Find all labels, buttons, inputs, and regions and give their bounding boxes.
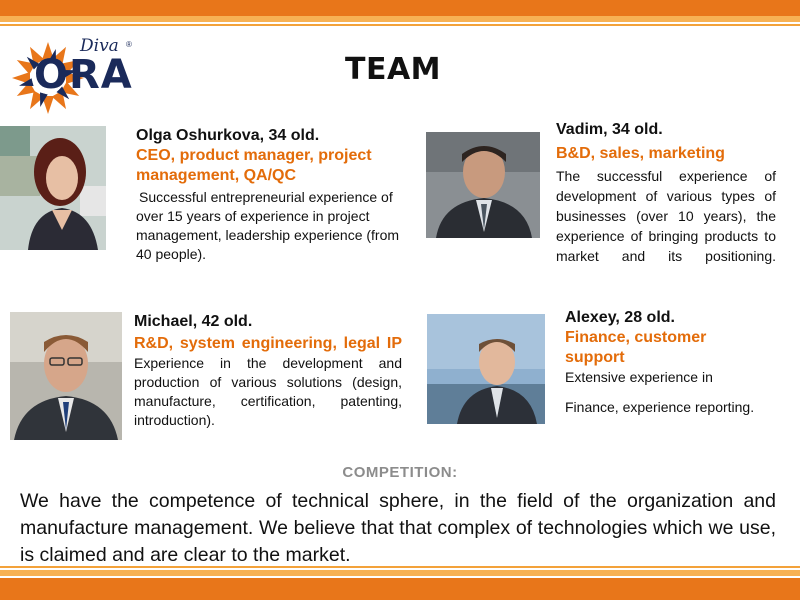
- member-name: Alexey, 28 old.: [565, 309, 675, 326]
- page-title: TEAM: [344, 52, 442, 87]
- member-name: Michael, 42 old.: [134, 313, 253, 330]
- member-photo-michael: [10, 312, 122, 440]
- bottom-thin-stripe: [0, 566, 800, 568]
- member-photo-alexey: [427, 314, 545, 424]
- member-role: Finance, customer support: [565, 329, 707, 366]
- member-card-vadim: [556, 120, 776, 266]
- top-thin-stripe: [0, 24, 800, 26]
- competition-text: We have the competence of technical sphere, in the field of the organization and manufacture management. We believe that that complex of technologies which we use, is claimed and are clear to the market.: [20, 490, 776, 566]
- top-light-stripe: [0, 16, 800, 22]
- member-role: CEO, product manager, project management, QA/QC: [136, 147, 372, 184]
- member-name: Vadim, 34 old.: [556, 121, 663, 138]
- top-orange-band: [0, 0, 800, 16]
- logo-main-text: ORA: [34, 52, 133, 98]
- member-description-line2: Finance, experience reporting.: [565, 399, 755, 415]
- bottom-orange-band: [0, 578, 800, 600]
- member-description-line1: Extensive experience in: [565, 369, 713, 385]
- member-role: R&D, system engineering, legal IP: [134, 335, 402, 352]
- logo-registered-mark: ®: [126, 40, 132, 49]
- member-photo-vadim: [426, 132, 540, 238]
- member-card-michael: [134, 312, 402, 430]
- member-photo-olga: [0, 126, 106, 250]
- logo-small-text: Diva: [80, 36, 119, 56]
- member-card-olga: [136, 126, 410, 264]
- competition-title: COMPETITION:: [342, 464, 458, 481]
- member-name: Olga Oshurkova, 34 old.: [136, 127, 320, 144]
- member-role: B&D, sales, marketing: [556, 145, 725, 162]
- member-description: The successful experience of development of various types of businesses (over 10 years), the experience of bringing products to market and its positioning.: [556, 168, 776, 264]
- member-card-alexey: [565, 308, 755, 417]
- bottom-light-stripe: [0, 570, 800, 576]
- member-description: Successful entrepreneurial experience of over 15 years of experience in project management, leadership experience (from 40 people).: [136, 189, 400, 262]
- member-description: Experience in the development and production of various solutions (design, manufacture, certification, patenting, introduction).: [134, 355, 402, 428]
